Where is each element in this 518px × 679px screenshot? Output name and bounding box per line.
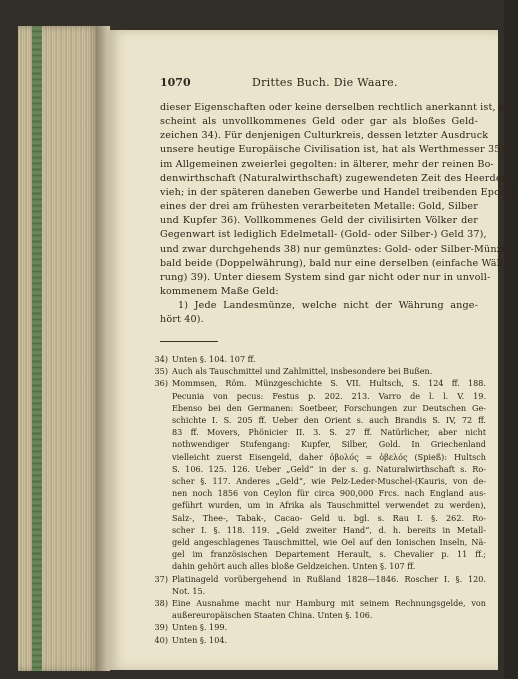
footnote-line: Not. 15. bbox=[172, 585, 206, 596]
footnote-line: Unten §. 199. bbox=[172, 622, 228, 633]
footnote bbox=[146, 353, 486, 365]
footnote-line: außereuropäischen Staaten China. Unten §. 106. bbox=[172, 610, 373, 621]
footnote bbox=[146, 621, 486, 633]
text-line: Gegenwart ist lediglich Edelmetall- (Gold- oder Silber-) Geld 37), bbox=[160, 229, 487, 241]
footnote-number: 34) bbox=[154, 354, 168, 364]
page-header bbox=[160, 76, 478, 90]
footnote-line: Auch als Tauschmittel und Zahlmittel, insbesondere bei Bußen. bbox=[172, 366, 433, 377]
footnote-line: Salz-, Thee-, Tabak-, Cacao- Geld u. bgl. s. Rau I. §. 262. Ro- bbox=[172, 512, 486, 523]
footnote-number: 39) bbox=[154, 622, 168, 633]
footnote-line: Eine Ausnahme macht nur Hamburg mit seinem Rechnungsgelde, von bbox=[172, 598, 486, 609]
text-line: vieh; in der späteren daneben Gewerbe und Handel treibenden Epoche bbox=[160, 186, 518, 198]
footnote-line: schichte I. S. 205 ff. Ueber den Orient s. auch Brandis S. IV, 72 ff. bbox=[172, 415, 486, 426]
footnote bbox=[146, 634, 486, 646]
text-line: im Allgemeinen zweierlei gegolten: in älterer, mehr der reinen Bo- bbox=[160, 158, 494, 170]
running-head: Drittes Buch. Die Waare. bbox=[252, 76, 398, 89]
footnote-line: vielleicht zuerst Eisengeld, daher ὀβολός = ὀβελός (Spieß): Hultsch bbox=[172, 451, 486, 462]
footnote-line: geld angeschlagenes Tauschmittel, wie Oel auf den Ionischen Inseln, Nä- bbox=[172, 537, 486, 548]
text-line: dieser Eigenschaften oder keine derselben rechtlich anerkannt ist, er- bbox=[160, 102, 513, 113]
footnote bbox=[146, 377, 486, 572]
footnote-line: Platinageld vorübergehend in Rußland 1828—1846. Roscher I. §. 120. bbox=[172, 573, 486, 584]
footnote-rule bbox=[160, 341, 218, 342]
text-line: rung) 39). Unter diesem System sind gar nicht oder nur in unvoll- bbox=[160, 271, 491, 283]
book-page bbox=[108, 30, 518, 670]
text-line: denwirthschaft (Naturalwirthschaft) zugewendeten Zeit des Heerden- bbox=[160, 172, 512, 184]
book-page-edges bbox=[18, 26, 100, 671]
main-text bbox=[160, 101, 518, 328]
text-line: hört 40). bbox=[160, 314, 204, 326]
footnote-line: Unten §. 104. bbox=[172, 634, 228, 645]
page-number: 1070 bbox=[160, 76, 191, 89]
footnote-line: Pecunia von pecus: Festus p. 202. 213. Varro de l. l. V. 19. bbox=[172, 390, 486, 401]
footnote-number: 37) bbox=[154, 573, 168, 584]
footnote-line: Unten §. 104. 107 ff. bbox=[172, 354, 256, 364]
footnote-line: S. 106. 125. 126. Ueber „Geld“ in der s. g. Naturalwirthschaft s. Ro- bbox=[172, 463, 486, 474]
footnote-number: 36) bbox=[154, 378, 168, 389]
footnote-number: 35) bbox=[154, 366, 168, 377]
book-spine-band bbox=[32, 26, 42, 671]
text-line: 1) Jede Landesmünze, welche nicht der Währung ange- bbox=[178, 300, 478, 312]
text-line: unsere heutige Europäische Civilisation ist, hat als Werthmesser 35) bbox=[160, 144, 505, 156]
text-line: und zwar durchgehends 38) nur gemünztes: Gold- oder Silber-Münze, bbox=[160, 243, 511, 255]
footnote-line: dahin gehört auch alles bloße Geldzeichen. Unten §. 107 ff. bbox=[172, 561, 416, 572]
text-line: eines der drei am frühesten verarbeiteten Metalle: Gold, Silber bbox=[160, 201, 478, 213]
footnote-line: scher I. §. 118. 119. „Geld zweiter Hand“, d. h. bereits in Metall- bbox=[172, 524, 486, 535]
footnote-line: gel im französischen Departement Herault, s. Chevalier p. 11 ff.; bbox=[172, 549, 486, 560]
text-line: scheint als unvollkommenes Geld oder gar als bloßes Geld- bbox=[160, 116, 478, 128]
footnote-line: 83 ff. Movers, Phönicier II. 3. S. 27 ff. Natürlicher, aber nicht bbox=[172, 427, 486, 438]
footnote-number: 38) bbox=[154, 598, 168, 609]
footnote-line: scher §. 117. Anderes „Geld“, wie Pelz-Leder-Muschel-(Kauris, von de- bbox=[172, 476, 486, 487]
footnote-line: nen noch 1856 von Ceylon für circa 900,000 Frcs. nach England aus- bbox=[172, 488, 486, 499]
footnote bbox=[146, 597, 486, 621]
footnote-line: nothwendiger Stufengang: Kupfer, Silber, Gold. In Griechenland bbox=[172, 439, 486, 450]
footnote-line: Ebenso bei den Germanen: Soetbeer, Forschungen zur Deutschen Ge- bbox=[172, 402, 486, 413]
footnote bbox=[146, 365, 486, 377]
footnote-line: Mommsen, Röm. Münzgeschichte S. VII. Hultsch, S. 124 ff. 188. bbox=[172, 378, 486, 389]
footnotes bbox=[146, 353, 486, 646]
text-line: bald beide (Doppelwährung), bald nur eine derselben (einfache Wäh- bbox=[160, 257, 507, 269]
text-line: zeichen 34). Für denjenigen Culturkreis, dessen letzter Ausdruck bbox=[160, 130, 489, 142]
footnote-line: geführt wurden, um in Afrika als Tauschmittel verwendet zu werden), bbox=[172, 500, 486, 511]
footnote bbox=[146, 573, 486, 597]
footnote-number: 40) bbox=[154, 634, 168, 645]
text-line: kommenem Maße Geld: bbox=[160, 286, 279, 298]
text-line: und Kupfer 36). Vollkommenes Geld der civilisirten Völker der bbox=[160, 215, 478, 227]
